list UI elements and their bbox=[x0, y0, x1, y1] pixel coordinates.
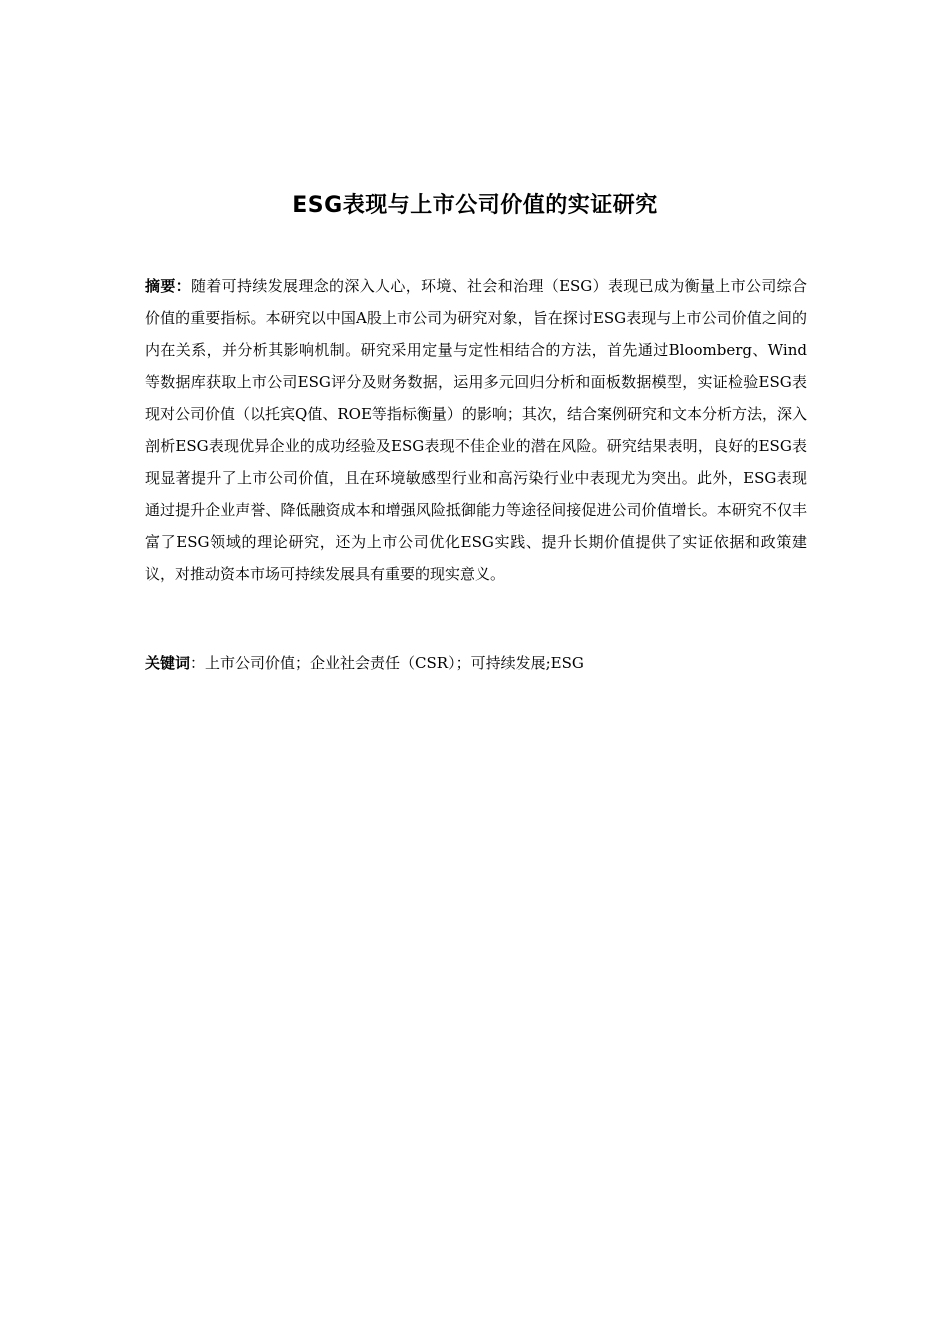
abstract-paragraph bbox=[145, 270, 807, 590]
keywords-line bbox=[145, 647, 807, 679]
keywords-text: 上市公司价值；企业社会责任（CSR）；可持续发展;ESG bbox=[205, 654, 584, 672]
abstract-label: 摘要： bbox=[145, 277, 192, 295]
abstract-text: 随着可持续发展理念的深入人心，环境、社会和治理（ESG）表现已成为衡量上市公司综合价值的重要指标。本研究以中国A股上市公司为研究对象，旨在探讨ESG表现与上市公司价值之间的内在关系，并分析其影响机制。研究采用定量与定性相结合的方法，首先通过Bloomberg、Wind等数据库获取上市公司ESG评分及财务数据，运用多元回归分析和面板数据模型，实证检验ESG表现对公司价值（以托宾Q值、ROE等指标衡量）的影响；其次，结合案例研究和文本分析方法，深入剖析ESG表现优异企业的成功经验及ESG表现不佳企业的潜在风险。研究结果表明，良好的ESG表现显著提升了上市公司价值，且在环境敏感型行业和高污染行业中表现尤为突出。此外，ESG表现通过提升企业声誉、降低融资成本和增强风险抵御能力等途径间接促进公司价值增长。本研究不仅丰富了ESG领域的理论研究，还为上市公司优化ESG实践、提升长期价值提供了实证依据和政策建议，对推动资本市场可持续发展具有重要的现实意义。 bbox=[145, 277, 807, 583]
keywords-label: 关键词 bbox=[145, 654, 191, 672]
keywords-separator: ： bbox=[190, 654, 206, 672]
paper-title: ESG表现与上市公司价值的实证研究 bbox=[292, 193, 658, 218]
